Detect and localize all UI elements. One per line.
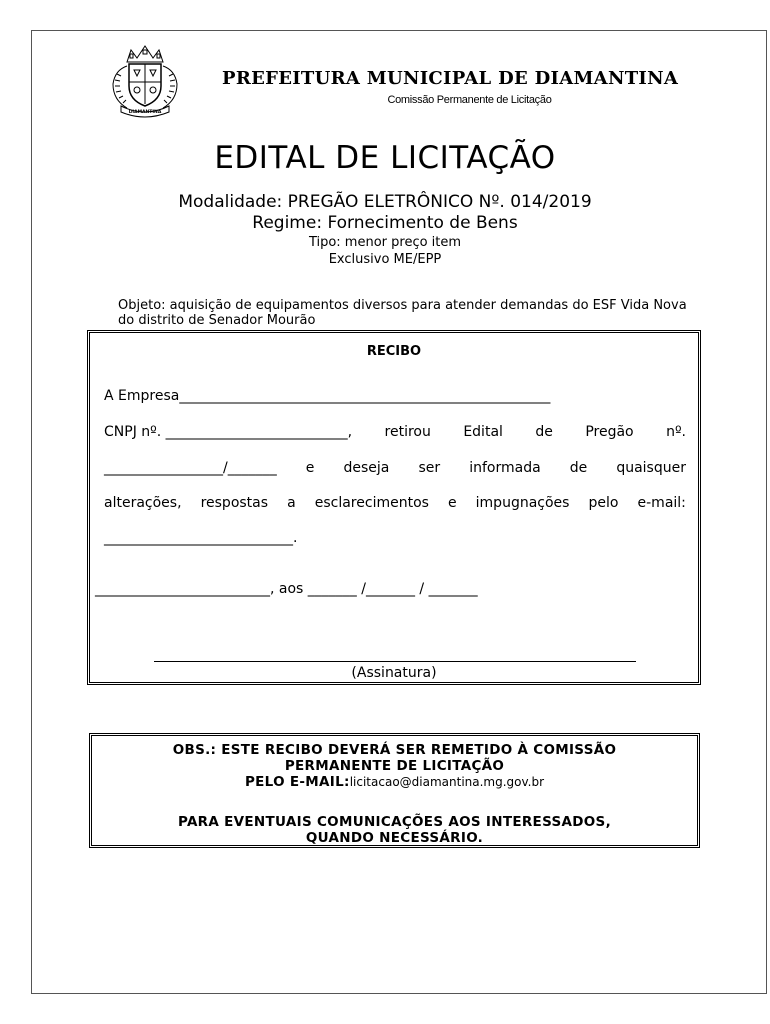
word: ser [418, 460, 441, 476]
email-address: licitacao@diamantina.mg.gov.br [349, 775, 545, 789]
word: a [287, 495, 296, 511]
obs-line: PERMANENTE DE LICITAÇÃO [284, 758, 505, 774]
word: alterações, [104, 495, 182, 511]
svg-text:DIAMANTINA: DIAMANTINA [128, 110, 162, 115]
recibo-title: RECIBO [366, 344, 422, 359]
obs-line: QUANDO NECESSÁRIO. [305, 830, 484, 846]
obs-line: OBS.: ESTE RECIBO DEVERÁ SER REMETIDO À COMISSÃO [172, 742, 617, 758]
word: nº. [666, 424, 686, 440]
modalidade-text: Modalidade: PREGÃO ELETRÔNICO Nº. 014/2019 [178, 192, 592, 212]
alteracoes-line [104, 495, 686, 511]
date-place-line: _________________________, aos _______ /_______ / _______ [95, 581, 478, 597]
word: e [447, 495, 457, 511]
word: de [535, 424, 553, 440]
obs-heading [92, 742, 697, 790]
signature-line [154, 661, 636, 662]
recibo-box [87, 330, 701, 685]
word: de [569, 460, 588, 476]
page-title: EDITAL DE LICITAÇÃO [214, 140, 556, 176]
pregao-number-field: _________________/_______ [104, 460, 277, 476]
word: esclarecimentos [314, 495, 429, 511]
obs-email-line [92, 774, 697, 790]
empresa-line: A Empresa_____________________________________________________ [104, 388, 551, 404]
municipal-coat-of-arms-icon [107, 40, 183, 118]
word: retirou [384, 424, 431, 440]
obs-box [89, 733, 700, 848]
obs-note [92, 814, 697, 846]
tipo-text: Tipo: menor preço item [308, 235, 462, 250]
objeto-text: Objeto: aquisição de equipamentos diversos para atender demandas do ESF Vida Nova do distrito de Senador Mourão [118, 298, 687, 328]
word: quaisquer [616, 460, 686, 476]
pregao-line [104, 460, 686, 476]
exclusivo-text: Exclusivo ME/EPP [328, 252, 442, 267]
word: Pregão [585, 424, 634, 440]
signature-label: (Assinatura) [351, 665, 437, 681]
org-name: PREFEITURA MUNICIPAL DE DIAMANTINA [222, 68, 679, 89]
obs-line: PARA EVENTUAIS COMUNICAÇÕES AOS INTERESSADOS, [177, 814, 611, 830]
cnpj-field: CNPJ nº. __________________________, [104, 424, 353, 440]
word: informada [469, 460, 541, 476]
regime-text: Regime: Fornecimento de Bens [252, 213, 518, 233]
word: respostas [200, 495, 269, 511]
email-field-line: ___________________________. [104, 530, 298, 546]
word: e-mail: [637, 495, 686, 511]
email-label: PELO E-MAIL: [244, 774, 350, 790]
word: deseja [343, 460, 390, 476]
word: Edital [463, 424, 503, 440]
word: pelo [588, 495, 619, 511]
cnpj-line [104, 424, 686, 440]
word: e [305, 460, 315, 476]
word: impugnações [475, 495, 570, 511]
org-subtitle: Comissão Permanente de Licitação [387, 94, 552, 106]
